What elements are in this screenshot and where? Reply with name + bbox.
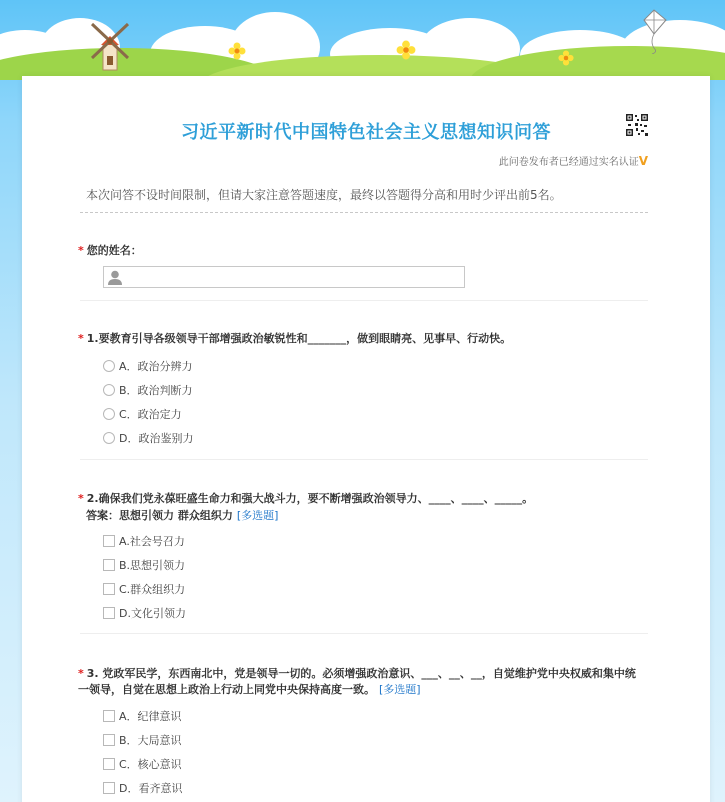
q2-option-a[interactable] [103, 533, 185, 549]
question-3-label-line2: 一领导，自觉在思想上政治上行动上同党中央保持高度一致。 [78, 683, 375, 696]
header-banner [0, 0, 725, 80]
survey-card [22, 76, 710, 802]
q1-option-b[interactable] [103, 382, 193, 398]
option-label: C．政治定力 [119, 408, 182, 421]
required-mark: * [78, 244, 84, 257]
required-mark: * [78, 332, 84, 345]
section-divider [80, 633, 648, 634]
required-mark: * [78, 492, 84, 505]
option-label: A.社会号召力 [119, 535, 185, 548]
checkbox[interactable] [103, 782, 115, 794]
required-mark: * [78, 667, 84, 680]
qr-code-icon[interactable] [625, 113, 649, 137]
flower-icon [558, 50, 574, 66]
q2-option-c[interactable] [103, 581, 185, 597]
flower-icon [396, 40, 416, 60]
flower-icon [228, 42, 246, 60]
q3-option-b[interactable] [103, 732, 182, 748]
radio-button[interactable] [103, 384, 115, 396]
question-2-text [78, 491, 533, 507]
checkbox[interactable] [103, 607, 115, 619]
user-icon [108, 270, 122, 285]
survey-intro: 本次问答不设时间限制，但请大家注意答题速度，最终以答题得分高和用时少评出前5名。 [86, 188, 562, 202]
radio-button[interactable] [103, 408, 115, 420]
checkbox[interactable] [103, 559, 115, 571]
checkbox[interactable] [103, 734, 115, 746]
q2-option-b[interactable] [103, 557, 185, 573]
question-1-text [78, 331, 511, 347]
q1-option-d[interactable] [103, 430, 193, 446]
question-3-text [78, 666, 636, 682]
q2-option-d[interactable] [103, 605, 186, 621]
verification-note[interactable] [499, 153, 648, 168]
intro-divider [80, 212, 648, 213]
multi-select-tag: [多选题] [236, 509, 279, 522]
checkbox[interactable] [103, 758, 115, 770]
q3-option-a[interactable] [103, 708, 182, 724]
q1-option-c[interactable] [103, 406, 182, 422]
checkbox[interactable] [103, 710, 115, 722]
name-input[interactable] [103, 266, 465, 288]
option-label: B．政治判断力 [119, 384, 193, 397]
option-label: D．政治鉴别力 [119, 432, 194, 445]
option-label: A．政治分辨力 [119, 360, 193, 373]
q3-option-d[interactable] [103, 780, 182, 796]
multi-select-tag: [多选题] [379, 683, 421, 696]
kite-icon [640, 8, 670, 54]
section-divider [80, 459, 648, 460]
question-1-label: 1.要教育引导各级领导干部增强政治敏锐性和_______，做到眼睛亮、见事早、行动快。 [86, 332, 512, 345]
question-3-text-cont [78, 682, 421, 698]
q1-option-a[interactable] [103, 358, 193, 374]
answer-text: 答案：思想引领力 群众组织力 [86, 509, 233, 522]
option-label: A．纪律意识 [119, 710, 182, 723]
windmill-icon [88, 18, 132, 72]
verified-v-icon: V [638, 154, 648, 168]
checkbox[interactable] [103, 583, 115, 595]
option-label: B．大局意识 [119, 734, 182, 747]
name-label [78, 243, 142, 259]
option-label: C.群众组织力 [119, 583, 186, 596]
radio-button[interactable] [103, 360, 115, 372]
question-2-label: 2.确保我们党永葆旺盛生命力和强大战斗力，要不断增强政治领导力、____、____、_____。 [86, 492, 534, 505]
option-label: D．看齐意识 [119, 782, 183, 795]
name-label-text: 您的姓名： [86, 244, 142, 257]
radio-button[interactable] [103, 432, 115, 444]
checkbox[interactable] [103, 535, 115, 547]
q3-option-c[interactable] [103, 756, 182, 772]
option-label: D.文化引领力 [119, 607, 186, 620]
option-label: C．核心意识 [119, 758, 182, 771]
section-divider [80, 300, 648, 301]
option-label: B.思想引领力 [119, 559, 186, 572]
page-title: 习近平新时代中国特色社会主义思想知识问答 [181, 122, 551, 143]
question-2-answer [86, 507, 278, 523]
verification-text: 此问卷发布者已经通过实名认证 [498, 157, 639, 168]
question-3-label-line1: 3. 党政军民学，东西南北中，党是领导一切的。必须增强政治意识、___、__、__，自觉维护党中央权威和集中统 [86, 667, 636, 680]
